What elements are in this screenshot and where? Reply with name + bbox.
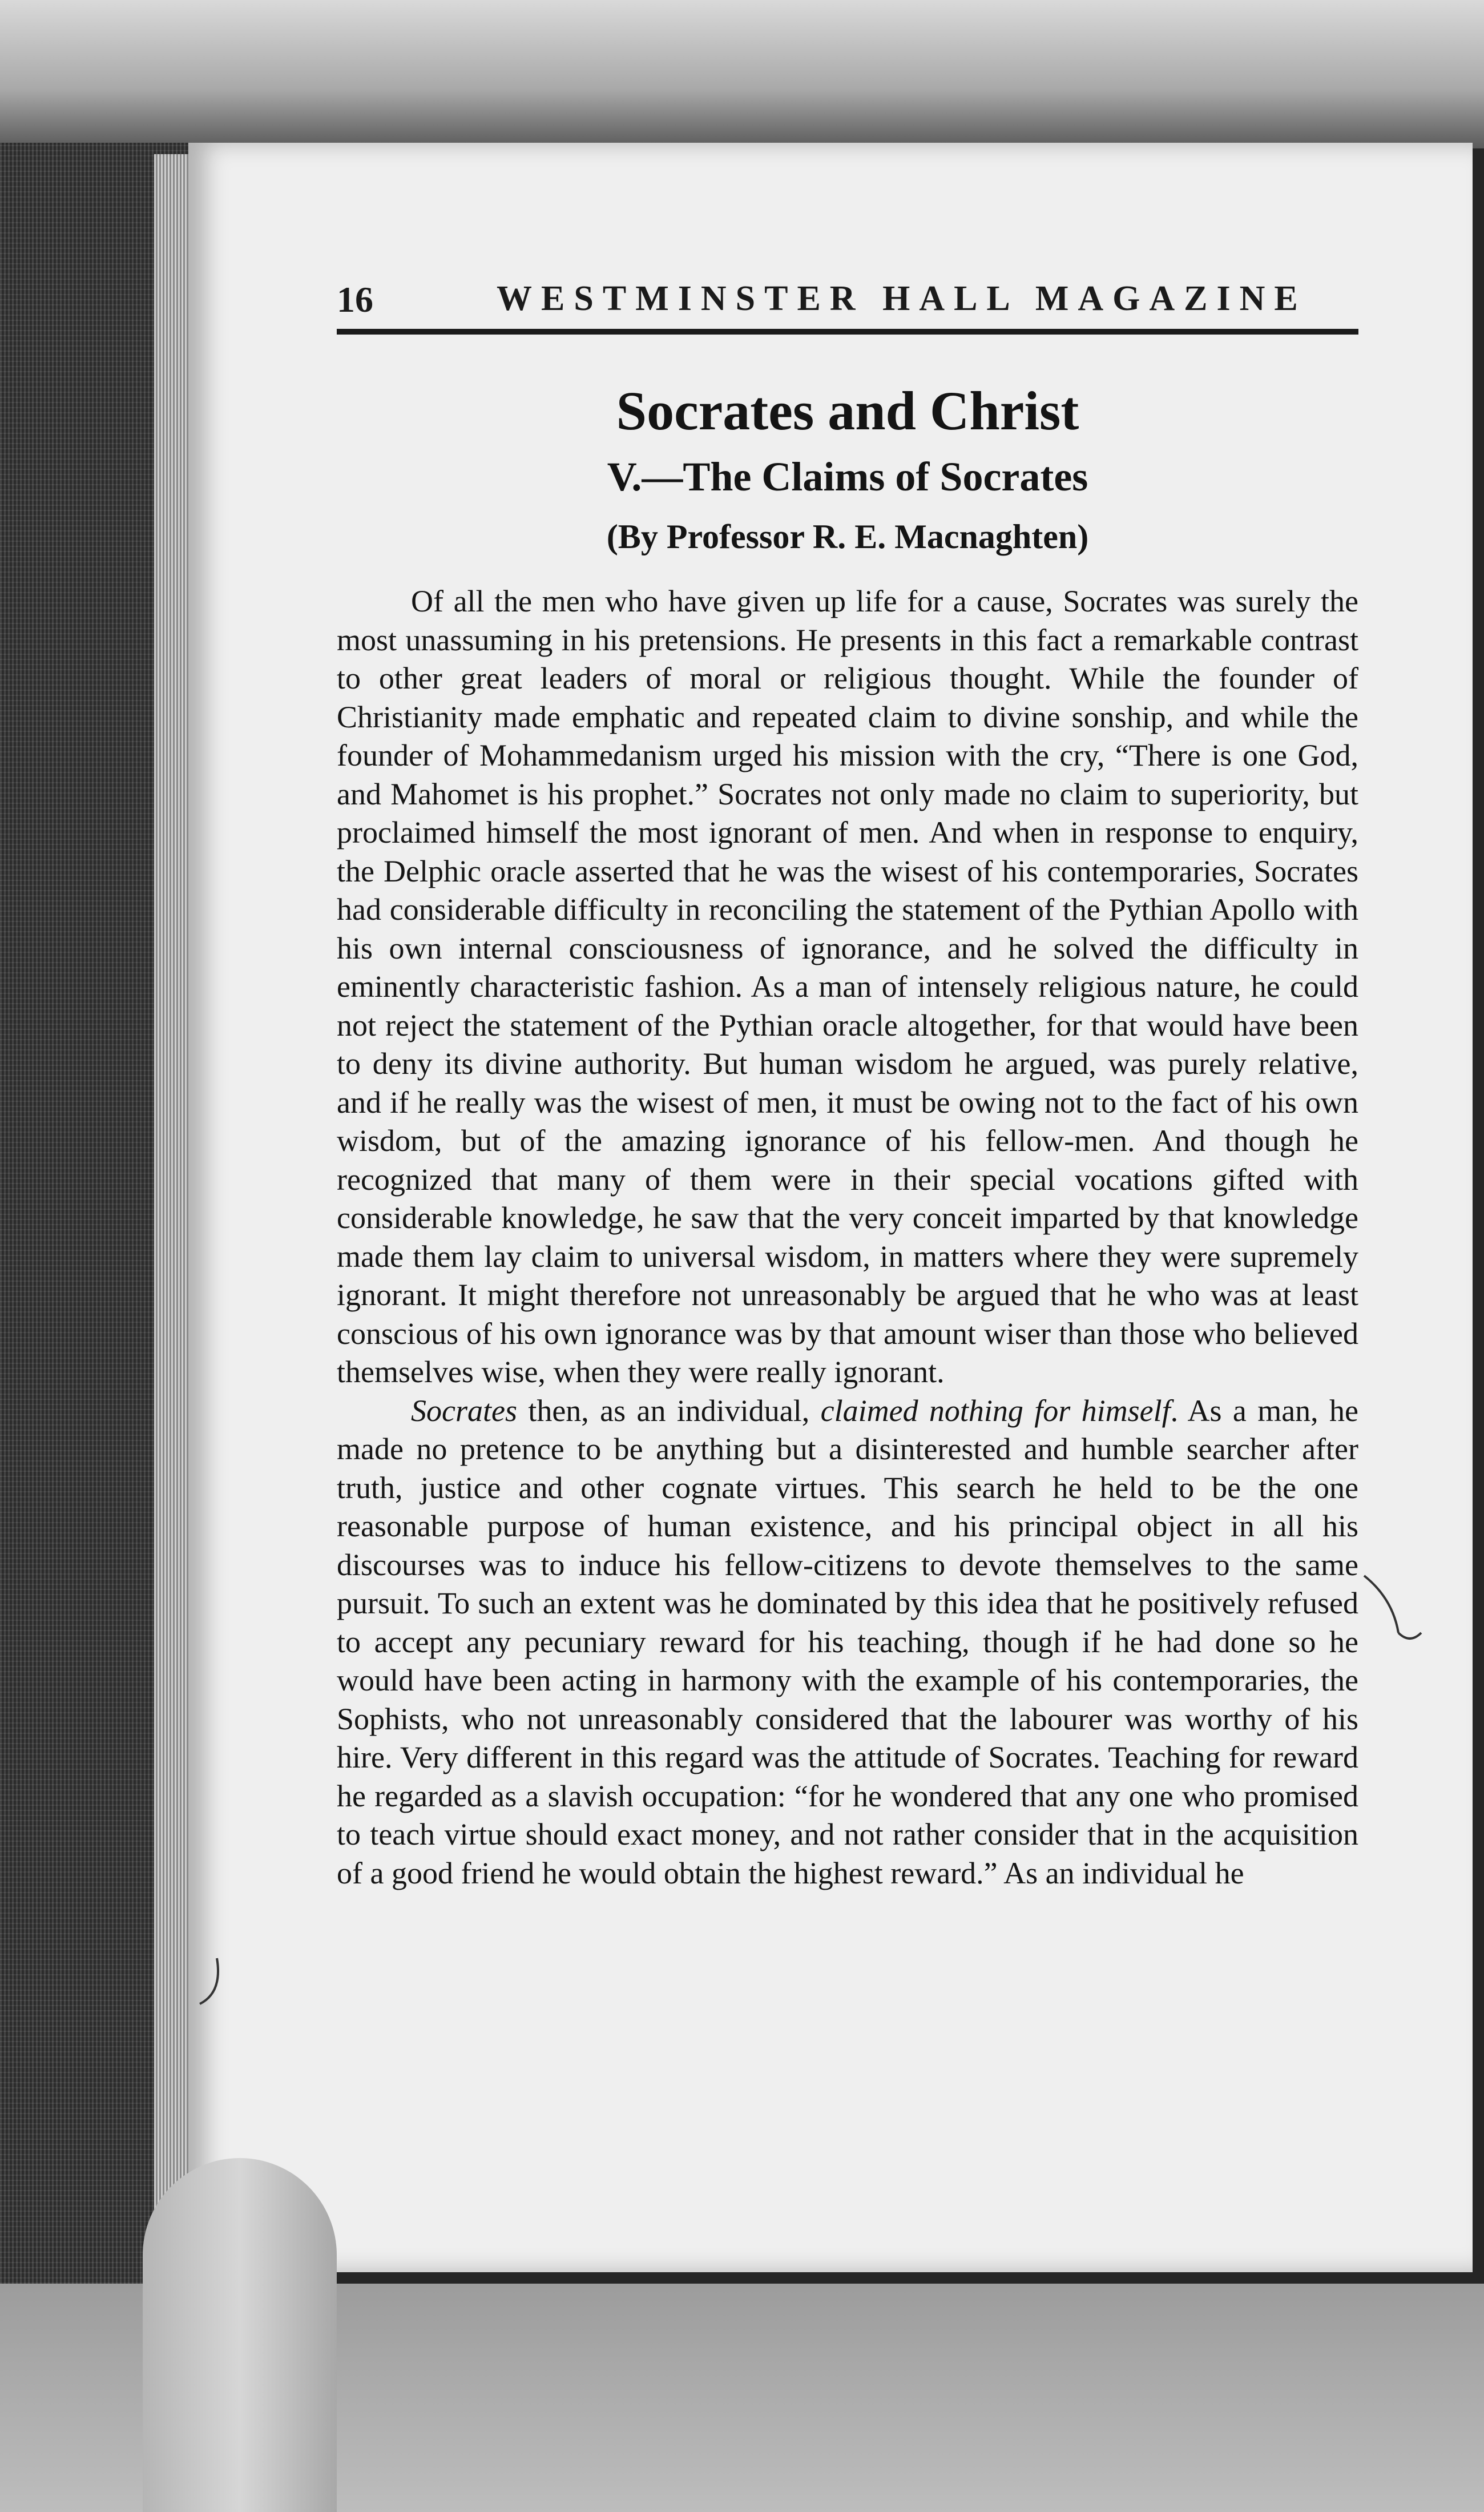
paragraph-2-text-a: then, as an individual, [517,1393,821,1428]
paragraph-2-lead-italic: Socrates [411,1393,517,1428]
page-number: 16 [337,279,373,320]
article-body [337,582,1358,1893]
magazine-title: WESTMINSTER HALL MAGAZINE [497,279,1307,318]
article-subtitle: V.—The Claims of Socrates [607,454,1088,500]
header-rule [337,329,1358,335]
paragraph-2-text-b: . As a man, he made no pretence to be anything but a disinterested and humble searcher after truth, justice and other cognate virtues. This search he held to be the one reasonable purpose of human existence, and his principal object in all his discourses was to induce his fellow-citizens to devote themselves to the same pursuit. To such an extent was he dominated by this idea that he positively refused to accept any pecuniary reward for his teaching, though if he had done so he would have been acting in harmony with the example of his contemporaries, the Sophists, who not unreasonably considered that the labourer was worthy of his hire. Very different in this regard was the attitude of Socrates. Teaching for reward he regarded as a slavish occupation: “for he wondered that any one who promised to teach virtue should exact money, and not rather consider that in the acquisition of a good friend he would obtain the highest reward.” As an individual he [337,1393,1359,1890]
article-heading [337,377,1358,565]
paragraph-2 [337,1392,1358,1893]
thumb-holding-page [143,2158,337,2512]
running-head [337,279,1358,330]
article-title: Socrates and Christ [616,380,1079,441]
top-backdrop [0,0,1484,148]
paragraph-1: Of all the men who have given up life for a cause, Socrates was surely the most unassuming in his pretensions. He presents in this fact a remarkable contrast to other great leaders of moral or religious thought. While the founder of Christianity made emphatic and repeated claim to divine sonship, and while the founder of Mohammedanism urged his mission with the cry, “There is one God, and Mahomet is his prophet.” Socrates not only made no claim to superiority, but proclaimed himself the most ignorant of men. And when in response to enquiry, the Delphic oracle asserted that he was the wisest of his contemporaries, Socrates had considerable difficulty in reconciling the statement of the Pythian Apollo with his own internal consciousness of ignorance, and he solved the difficulty in eminently characteristic fashion. As a man of intensely religious nature, he could not reject the statement of the Pythian oracle altogether, for that would have been to deny its divine authority. But human wisdom he argued, was purely relative, and if he really was the wisest of men, it must be owing not to the fact of his own wisdom, but of the amazing ignorance of his fellow-men. And though he recognized that many of them were in their special vocations gifted with considerable knowledge, he saw that the very conceit imparted by that knowledge made them lay claim to universal wisdom, in matters where they were supremely ignorant. It might therefore not unreasonably be argued that he who was at least conscious of his own ignorance was by that amount wiser than those who believed themselves wise, when they were really ignorant. [337,584,1358,1389]
margin-pencil-mark-left [188,1953,234,2021]
margin-pencil-mark-right [1358,1564,1427,1656]
paragraph-2-italic-phrase: claimed nothing for himself [820,1393,1171,1428]
article-byline: (By Professor R. E. Macnaghten) [606,518,1089,555]
